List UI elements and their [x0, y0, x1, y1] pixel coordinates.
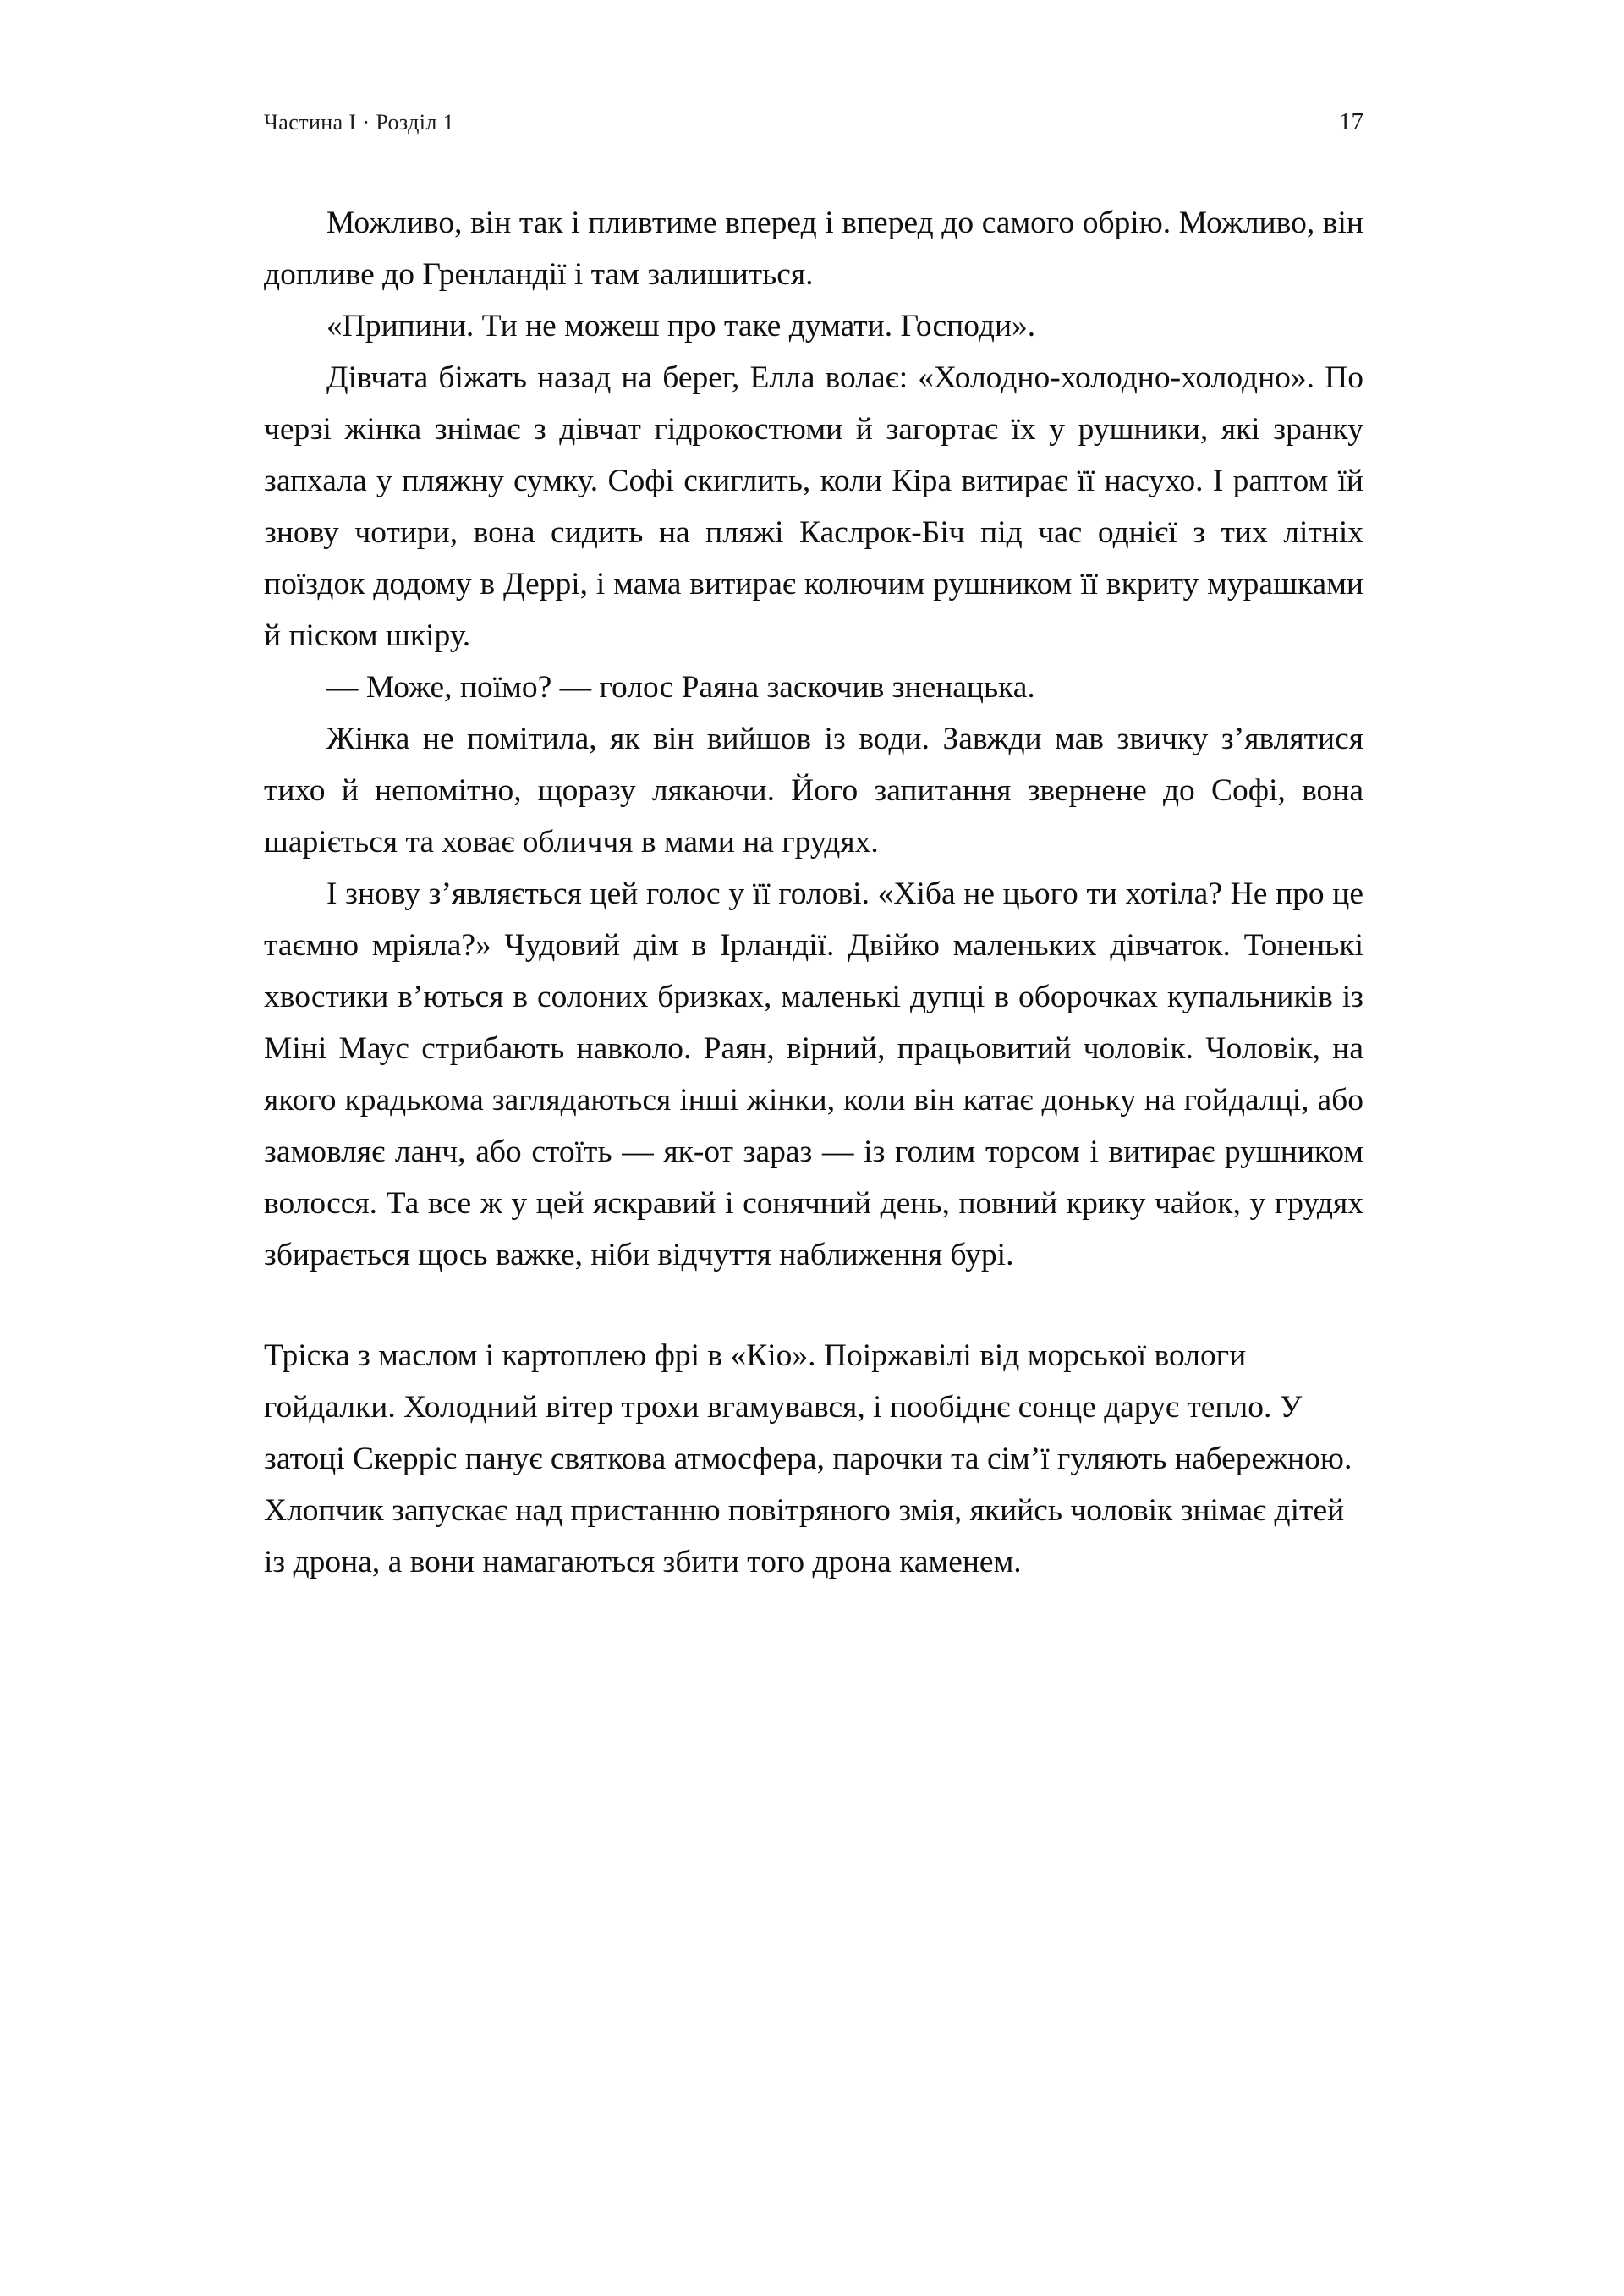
running-head [264, 108, 1363, 136]
paragraph: Жінка не помітила, як він вийшов із води. Завжди мав звичку з’являтися тихо й непомітно, щоразу лякаючи. Його запитання звернене до Софі, вона шаріється та ховає обличчя в мами на грудях. [264, 722, 1363, 860]
body-text [264, 197, 1363, 1588]
paragraph: І знову з’являється цей голос у її голові. «Хіба не цього ти хотіла? Не про це таємно мріяла?» Чудовий дім в Ірландії. Двійко маленьких дівчаток. Тоненькі хвостики в’ються в солоних бризках, маленькі дупці в оборочках купальників із Міні Маус стрибають навколо. Раян, вірний, працьовитий чоловік. Чоловік, на якого крадькома заглядаються інші жінки, коли він катає доньку на гойдалці, або замовляє ланч, або стоїть — як-от зараз — із голим торсом і витирає рушником волосся. Та все ж у цей яскравий і сонячний день, повний крику чайок, у грудях збирається щось важке, ніби відчуття наближення бурі. [264, 876, 1363, 1272]
running-head-chapter: Частина I · Розділ 1 [264, 110, 455, 135]
paragraph: Можливо, він так і пливтиме вперед і вперед до самого обрію. Можливо, він допливе до Гренландії і там залишиться. [264, 206, 1363, 292]
paragraph: — Може, поїмо? — голос Раяна заскочив зненацька. [326, 670, 1035, 705]
section-break-paragraph: Тріска з маслом і картоплею фрі в «Кіо». Поіржавілі від морської вологи гойдалки. Холодний вітер трохи вгамувався, і пообіднє сонце дарує тепло. У затоці Скерріс панує святкова атмосфера, парочки та сім’ї гуляють набережною. Хлопчик запускає над пристанню повітряного змія, якийсь чоловік знімає дітей із дрона, а вони намагаються збити того дрона каменем. [264, 1338, 1352, 1579]
page-number: 17 [1339, 108, 1363, 135]
page-content [264, 108, 1363, 1588]
paragraph: Дівчата біжать назад на берег, Елла волає: «Холодно-холодно-холодно». По черзі жінка знімає з дівчат гідрокостюми й загортає їх у рушники, які зранку запхала у пляжну сумку. Софі скиглить, коли Кіра витирає її насухо. І раптом їй знову чотири, вона сидить на пляжі Каслрок-Біч під час однієї з тих літніх поїздок додому в Деррі, і мама витирає колючим рушником її вкриту мурашками й піском шкіру. [264, 360, 1363, 653]
paragraph: «Припини. Ти не можеш про таке думати. Господи». [326, 309, 1036, 343]
